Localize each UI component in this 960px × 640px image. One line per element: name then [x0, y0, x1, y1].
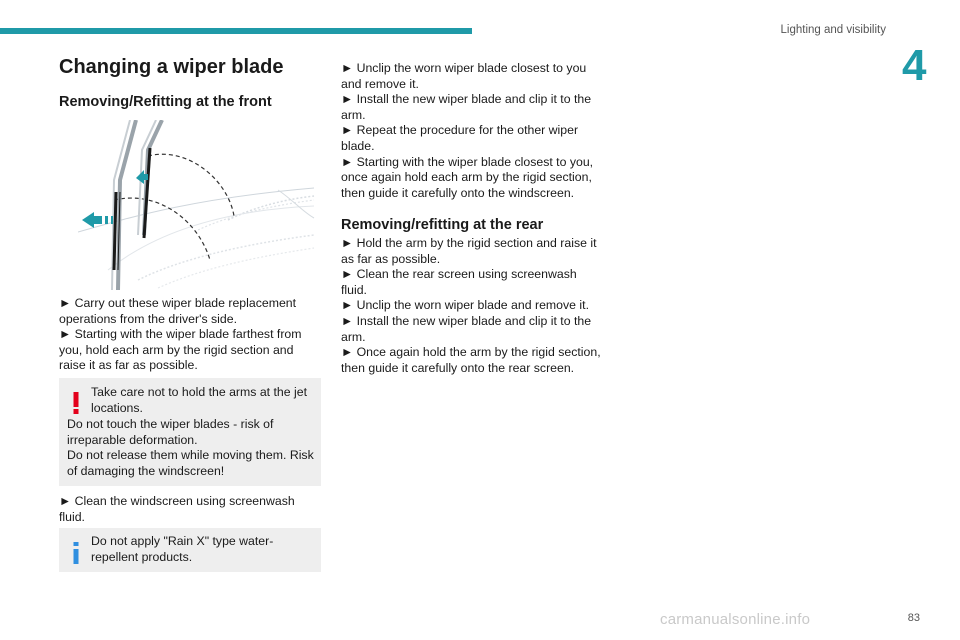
info-text: Do not apply "Rain X" type water-repellent products.: [91, 534, 274, 564]
chapter-number: 4: [902, 41, 927, 90]
step-text: ► Clean the rear screen using screenwash fluid.: [341, 267, 577, 297]
page-number: 83: [907, 612, 920, 624]
section-title: Lighting and visibility: [780, 24, 886, 36]
warning-note: [59, 378, 321, 486]
step-text: ► Once again hold the arm by the rigid section, then guide it carefully onto the rear screen.: [341, 345, 601, 375]
step-text: ► Unclip the worn wiper blade and remove it.: [341, 298, 589, 313]
warning-first-line: Take care not to hold the arms at the jet locations.: [91, 385, 307, 415]
clean-step: ► Clean the windscreen using screenwash fluid.: [59, 494, 295, 524]
step-text: ► Unclip the worn wiper blade closest to you and remove it.: [341, 61, 587, 91]
step-text: ► Repeat the procedure for the other wiper blade.: [341, 123, 579, 153]
rear-steps: [341, 236, 603, 376]
watermark: carmanualsonline.info: [660, 611, 811, 628]
header-accent-bar: [0, 28, 472, 34]
warning-line: Do not release them while moving them. Risk of damaging the windscreen!: [67, 448, 314, 478]
step-text: ► Hold the arm by the rigid section and raise it as far as possible.: [341, 236, 597, 266]
front-heading: Removing/Refitting at the front: [59, 94, 272, 110]
step-text: ► Starting with the wiper blade closest to you, once again hold each arm by the rigid section, then guide it carefully onto the windscreen.: [341, 154, 594, 200]
front-intro-steps: [59, 296, 323, 374]
exclamation-icon: [73, 392, 79, 414]
step-text: ► Carry out these wiper blade replacement operations from the driver's side.: [59, 296, 297, 326]
page-title: Changing a wiper blade: [59, 56, 284, 78]
info-note: [59, 528, 321, 572]
step-text: ► Starting with the wiper blade farthest from you, hold each arm by the rigid section and raise it as far as possible.: [59, 327, 302, 373]
front-continued-steps: [341, 61, 603, 201]
step-text: ► Install the new wiper blade and clip it to the arm.: [341, 313, 592, 344]
step-text: ► Install the new wiper blade and clip it to the arm.: [341, 92, 592, 122]
warning-line: Do not touch the wiper blades - risk of irreparable deformation.: [67, 417, 274, 447]
rear-heading: Removing/refitting at the rear: [341, 217, 544, 233]
info-icon: [73, 542, 79, 564]
wiper-blade-illustration: [78, 120, 318, 290]
